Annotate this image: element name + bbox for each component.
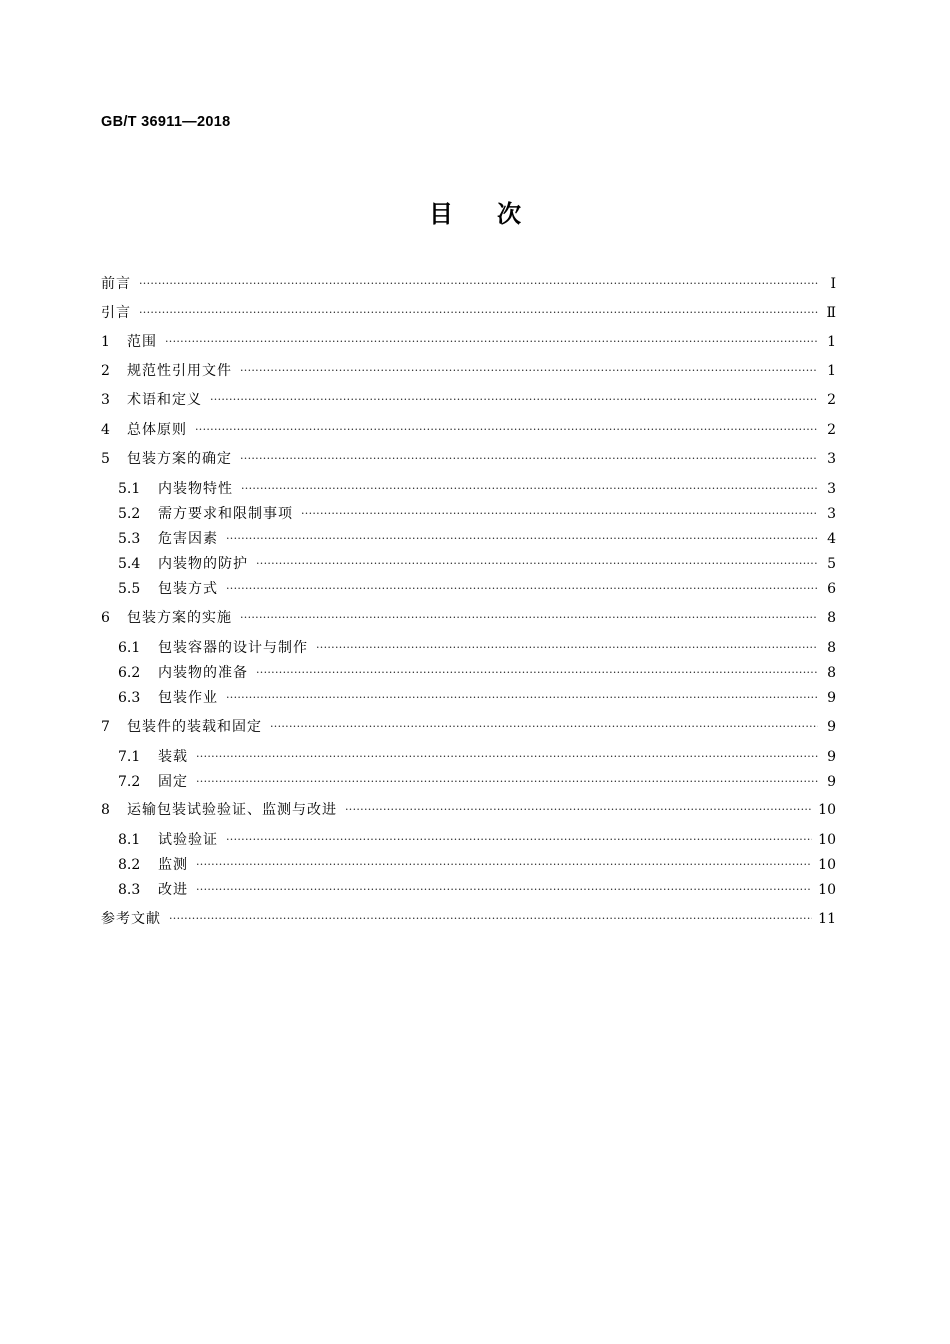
- toc-entry-page: 11: [818, 911, 836, 927]
- toc-entry-number: 7: [101, 719, 110, 735]
- toc-dot-leader: [301, 504, 818, 524]
- toc-entry-number: 5: [101, 451, 110, 467]
- toc-entry[interactable]: [101, 608, 836, 628]
- toc-entry-number: 5.4: [118, 556, 141, 572]
- toc-entry-label: 包装作业: [158, 690, 218, 706]
- toc-entry[interactable]: [118, 529, 836, 549]
- toc-entry-number: 5.1: [118, 481, 141, 497]
- toc-entry-page: 1: [827, 334, 836, 350]
- toc-dot-leader: [240, 608, 818, 628]
- toc-dot-leader: [226, 529, 818, 549]
- toc-dot-leader: [169, 909, 812, 929]
- toc-entry-number: 2: [101, 363, 110, 379]
- toc-entry[interactable]: [118, 880, 836, 900]
- toc-dot-leader: [196, 747, 818, 767]
- toc-entry-number: 8: [101, 802, 110, 818]
- toc-dot-leader: [196, 772, 818, 792]
- toc-entry[interactable]: [118, 747, 836, 767]
- toc-entry[interactable]: [101, 449, 836, 469]
- toc-entry-page: 8: [827, 640, 836, 656]
- toc-dot-leader: [240, 361, 818, 381]
- toc-entry[interactable]: [118, 772, 836, 792]
- toc-entry-label: 试验验证: [158, 832, 218, 848]
- toc-entry-page: 3: [827, 451, 836, 467]
- toc-dot-leader: [210, 390, 818, 410]
- toc-entry-label: 监测: [158, 857, 188, 873]
- toc-entry-page: 9: [827, 690, 836, 706]
- toc-entry-label: 内装物的准备: [158, 665, 248, 681]
- toc-dot-leader: [256, 554, 818, 574]
- toc-dot-leader: [226, 579, 818, 599]
- toc-entry-label: 装载: [158, 749, 188, 765]
- toc-entry[interactable]: [101, 303, 836, 323]
- toc-dot-leader: [165, 332, 818, 352]
- standard-code: GB/T 36911—2018: [101, 114, 231, 130]
- toc-entry[interactable]: [101, 909, 836, 929]
- toc-entry[interactable]: [101, 390, 836, 410]
- toc-entry-number: 7.1: [118, 749, 141, 765]
- toc-entry[interactable]: [118, 688, 836, 708]
- toc-entry-label: 前言: [101, 276, 131, 292]
- toc-entry-page: 9: [827, 749, 836, 765]
- toc-entry-number: 8.2: [118, 857, 141, 873]
- toc-entry-number: 6: [101, 610, 110, 626]
- toc-entry-label: 改进: [158, 882, 188, 898]
- toc-dot-leader: [139, 303, 818, 323]
- toc-entry-label: 包装容器的设计与制作: [158, 640, 308, 656]
- toc-entry-page: 3: [827, 481, 836, 497]
- toc-entry-label: 内装物的防护: [158, 556, 248, 572]
- toc-entry-label: 内装物特性: [158, 481, 233, 497]
- toc-entry[interactable]: [101, 800, 836, 820]
- toc-entry-number: 5.2: [118, 506, 141, 522]
- toc-dot-leader: [270, 717, 818, 737]
- toc-entry-label: 包装方案的确定: [127, 451, 232, 467]
- toc-entry-label: 包装件的装载和固定: [127, 719, 262, 735]
- toc-entry-label: 固定: [158, 774, 188, 790]
- toc-entry[interactable]: [118, 830, 836, 850]
- toc-entry-label: 引言: [101, 305, 131, 321]
- toc-entry-page: Ⅱ: [826, 305, 836, 321]
- toc-entry-label: 运输包装试验验证、监测与改进: [127, 802, 337, 818]
- toc-entry-page: 8: [827, 665, 836, 681]
- toc-dot-leader: [240, 449, 818, 469]
- toc-entry-number: 5.3: [118, 531, 141, 547]
- toc-entry-page: 6: [827, 581, 836, 597]
- toc-entry-number: 6.3: [118, 690, 141, 706]
- toc-dot-leader: [316, 638, 818, 658]
- toc-entry-label: 包装方式: [158, 581, 218, 597]
- toc-entry-label: 参考文献: [101, 911, 161, 927]
- toc-entry[interactable]: [118, 855, 836, 875]
- toc-dot-leader: [195, 420, 818, 440]
- toc-entry-page: 10: [818, 882, 836, 898]
- toc-entry-page: 9: [827, 774, 836, 790]
- toc-dot-leader: [226, 830, 812, 850]
- toc-entry[interactable]: [118, 663, 836, 683]
- toc-entry[interactable]: [101, 717, 836, 737]
- toc-entry-page: 10: [818, 802, 836, 818]
- toc-entry-label: 需方要求和限制事项: [158, 506, 293, 522]
- toc-entry[interactable]: [101, 274, 836, 294]
- toc-entry-number: 3: [101, 392, 110, 408]
- toc-entry-page: 8: [827, 610, 836, 626]
- toc-entry[interactable]: [101, 420, 836, 440]
- toc-entry[interactable]: [118, 638, 836, 658]
- toc-entry-page: 5: [827, 556, 836, 572]
- toc-dot-leader: [196, 880, 812, 900]
- toc-entry-page: Ⅰ: [830, 276, 836, 292]
- toc-entry-number: 1: [101, 334, 110, 350]
- toc-entry-label: 危害因素: [158, 531, 218, 547]
- toc-entry-label: 总体原则: [127, 422, 187, 438]
- toc-entry-number: 5.5: [118, 581, 141, 597]
- toc-entry[interactable]: [118, 504, 836, 524]
- toc-entry-page: 2: [827, 422, 836, 438]
- toc-entry[interactable]: [118, 579, 836, 599]
- toc-entry[interactable]: [101, 332, 836, 352]
- toc-entry[interactable]: [118, 479, 836, 499]
- toc-entry-number: 8.3: [118, 882, 141, 898]
- toc-dot-leader: [139, 274, 818, 294]
- toc-entry-number: 7.2: [118, 774, 141, 790]
- toc-entry-number: 8.1: [118, 832, 141, 848]
- toc-entry-number: 6.1: [118, 640, 141, 656]
- toc-entry-page: 1: [827, 363, 836, 379]
- toc-entry-page: 4: [827, 531, 836, 547]
- toc-entry-number: 6.2: [118, 665, 141, 681]
- toc-entry[interactable]: [101, 361, 836, 381]
- toc-entry-page: 3: [827, 506, 836, 522]
- toc-dot-leader: [196, 855, 812, 875]
- toc-entry-page: 9: [827, 719, 836, 735]
- toc-dot-leader: [226, 688, 818, 708]
- toc-dot-leader: [345, 800, 812, 820]
- toc-entry-label: 范围: [127, 334, 157, 350]
- toc-dot-leader: [256, 663, 818, 683]
- toc-entry[interactable]: [118, 554, 836, 574]
- toc-entry-page: 10: [818, 857, 836, 873]
- toc-entry-page: 2: [827, 392, 836, 408]
- toc-entry-number: 4: [101, 422, 110, 438]
- toc-entry-label: 包装方案的实施: [127, 610, 232, 626]
- toc-entry-page: 10: [818, 832, 836, 848]
- toc-entry-label: 规范性引用文件: [127, 363, 232, 379]
- toc-dot-leader: [241, 479, 818, 499]
- page-title: 目次: [429, 199, 565, 228]
- toc-entry-label: 术语和定义: [127, 392, 202, 408]
